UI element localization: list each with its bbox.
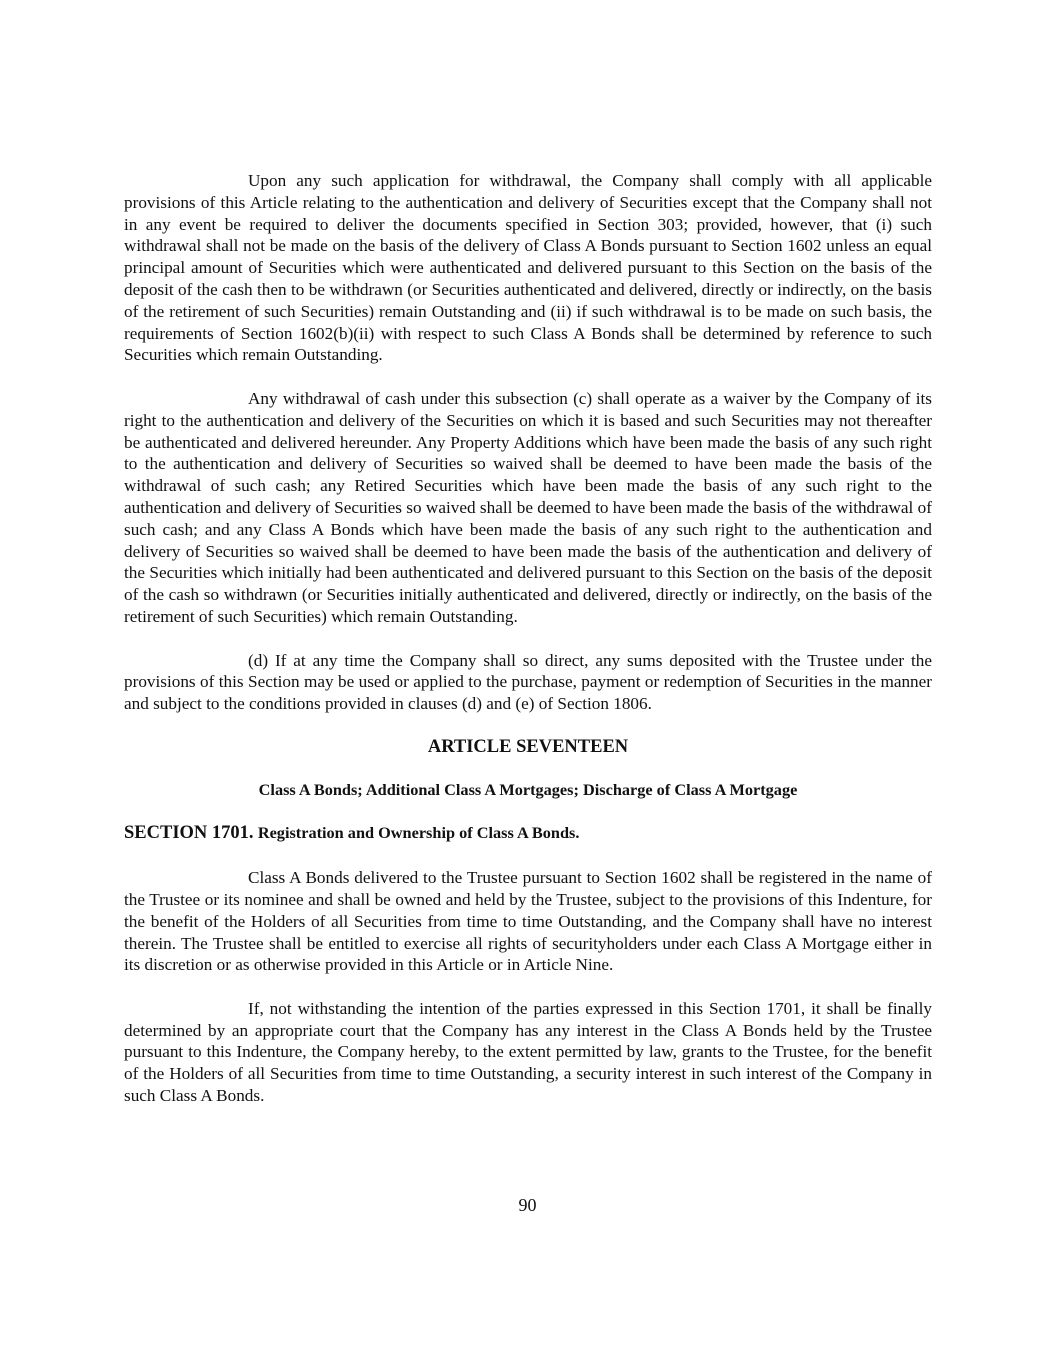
paragraph-security-interest: If, not withstanding the intention of the parties expressed in this Section 1701, it shall be finally determined by an appropriate court that the Company has any interest in the Class A Bonds held by the Trustee pursuant to this Indenture, the Company hereby, to the extent permitted by law, grants to the Trustee, for the benefit of the Holders of all Securities from time to time Outstanding, a security interest in such interest of the Company in such Class A Bonds. xyxy=(124,998,932,1106)
paragraph-withdrawal-waiver: Any withdrawal of cash under this subsection (c) shall operate as a waiver by the Company of its right to the authentication and delivery of the Securities on which it is based and such Securities may not thereafter be authenticated and delivered hereunder. Any Property Additions which have been made the basis of any such right to the authentication and delivery of Securities so waived shall be deemed to have been made the basis of the withdrawal of such cash; any Retired Securities which have been made the basis of any such right to the authentication and delivery of Securities so waived shall be deemed to have been made the basis of the withdrawal of such cash; and any Class A Bonds which have been made the basis of any such right to the authentication and delivery of Securities so waived shall be deemed to have been made the basis of the authentication and delivery of the Securities which initially had been authenticated and delivered pursuant to this Section on the basis of the deposit of the cash so withdrawn (or Securities initially authenticated and delivered, directly or indirectly, on the basis of the retirement of such Securities) which remain Outstanding. xyxy=(124,388,932,626)
page-number: 90 xyxy=(518,1195,537,1215)
document-page xyxy=(124,170,932,1129)
section-title: Registration and Ownership of Class A Bonds. xyxy=(257,823,580,843)
section-heading xyxy=(124,822,932,845)
paragraph-clause-d: (d) If at any time the Company shall so direct, any sums deposited with the Trustee under the provisions of this Section may be used or applied to the purchase, payment or redemption of Securities in the manner and subject to the conditions provided in clauses (d) and (e) of Section 1806. xyxy=(124,650,932,714)
paragraph-withdrawal-application: Upon any such application for withdrawal, the Company shall comply with all applicable provisions of this Article relating to the authentication and delivery of Securities except that the Company shall not in any event be required to deliver the documents specified in Section 303; provided, however, that (i) such withdrawal shall not be made on the basis of the delivery of Class A Bonds pursuant to Section 1602 unless an equal principal amount of Securities which were authenticated and delivered pursuant to this Section on the basis of the deposit of the cash then to be withdrawn (or Securities authenticated and delivered, directly or indirectly, on the basis of the retirement of such Securities) remain Outstanding and (ii) if such withdrawal is to be made on such basis, the requirements of Section 1602(b)(ii) with respect to such Class A Bonds shall be determined by reference to such Securities which remain Outstanding. xyxy=(124,171,932,365)
article-title: ARTICLE SEVENTEEN xyxy=(427,736,629,757)
section-number: SECTION 1701. xyxy=(124,823,254,844)
article-subtitle: Class A Bonds; Additional Class A Mortgages; Discharge of Class A Mortgage xyxy=(258,779,798,799)
paragraph-registration: Class A Bonds delivered to the Trustee pursuant to Section 1602 shall be registered in the name of the Trustee or its nominee and shall be owned and held by the Trustee, subject to the provisions of this Indenture, for the benefit of the Holders of all Securities from time to time Outstanding, and the Company shall have no interest therein. The Trustee shall be entitled to exercise all rights of securityholders under each Class A Mortgage either in its discretion or as otherwise provided in this Article or in Article Nine. xyxy=(124,868,932,975)
